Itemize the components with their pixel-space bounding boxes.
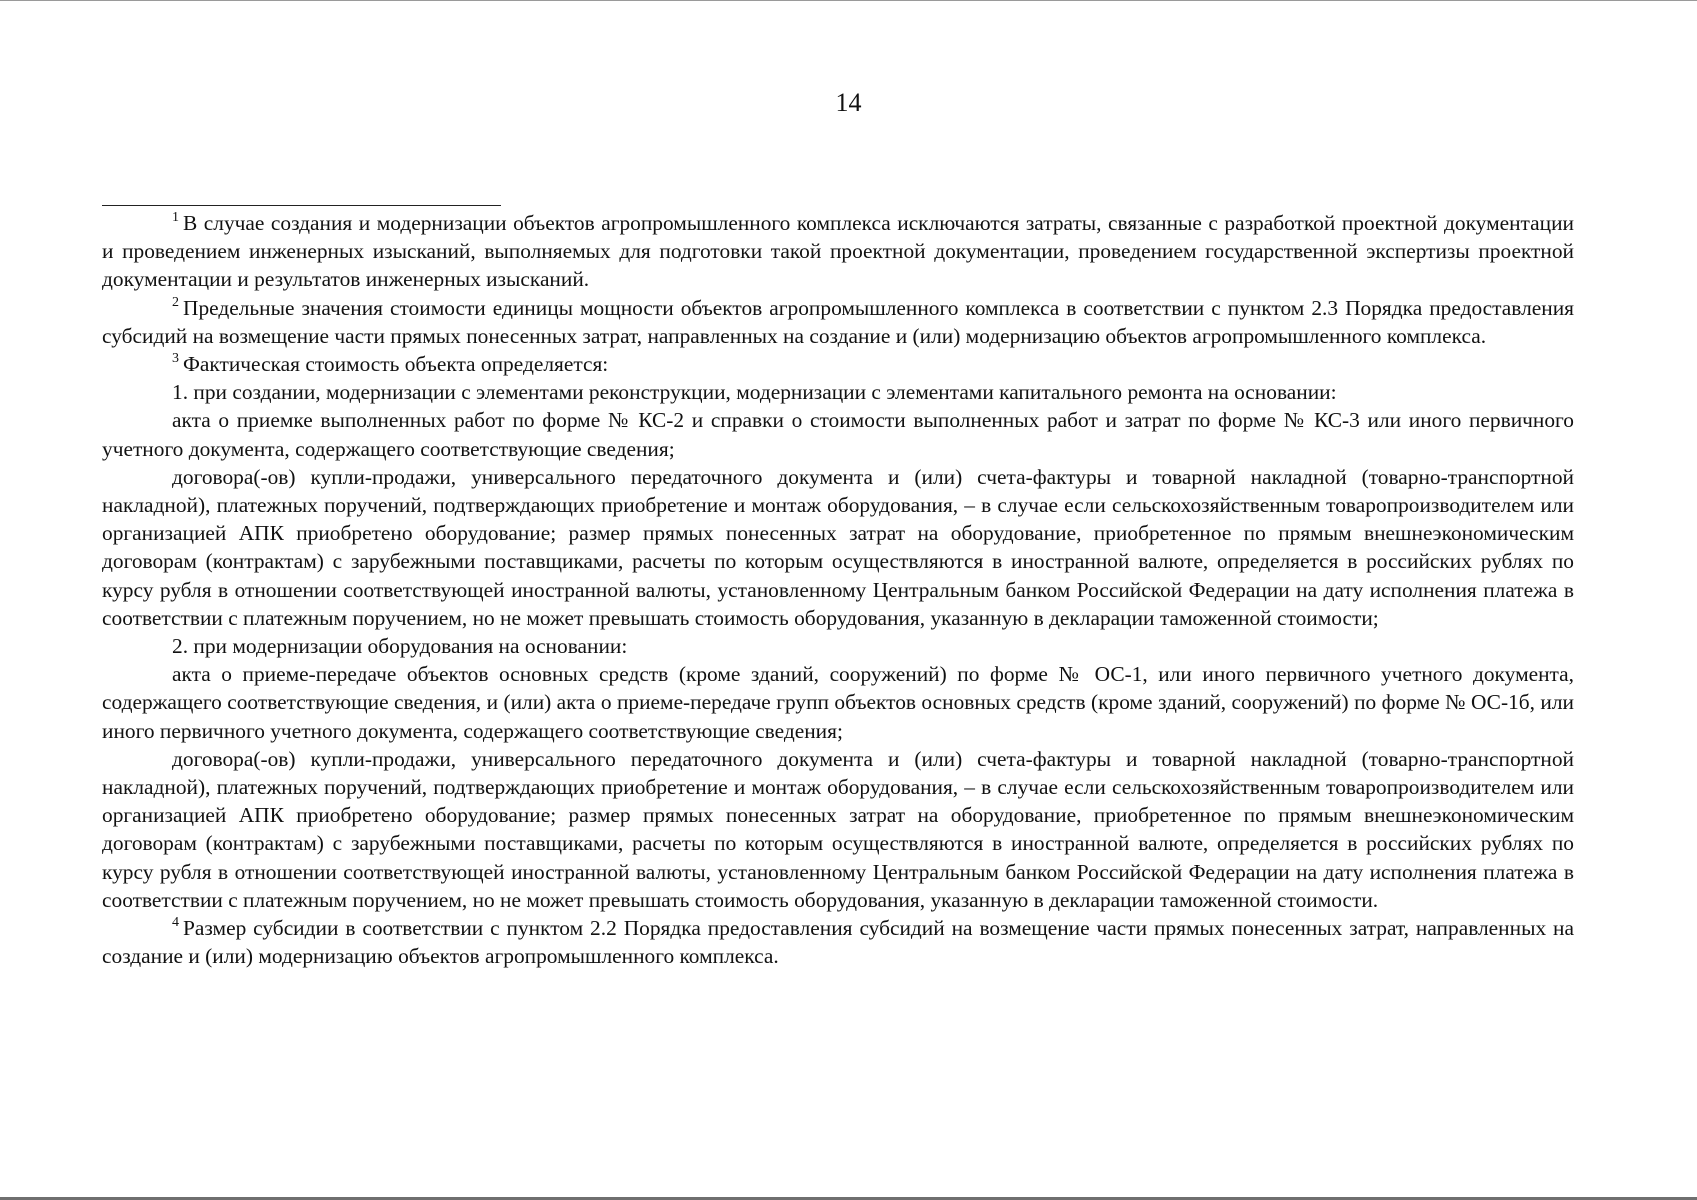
footnote-1-mark: 1 [172,210,179,225]
footnote-3-item-1-text: 1. при создании, модернизации с элементами реконструкции, модернизации с элементами капитального ремонта на основании: [172,380,1337,405]
footnote-2-text: Предельные значения стоимости единицы мощности объектов агропромышленного комплекса в соответствии с пунктом 2.3 Порядка предоставления субсидий на возмещение части прямых понесенных затрат, направленных на создание и (или) модернизацию объектов агропромышленного комплекса. [102,295,1574,348]
footnote-3-item-2-contract-text: договора(-ов) купли-продажи, универсального передаточного документа и (или) счета-фактуры и товарной накладной (товарно-транспортной накладной), платежных поручений, подтверждающих приобретение и монтаж оборудования, – в случае если сельскохозяйственным товаропроизводителем или организацией АПК приобретено оборудование; размер прямых понесенных затрат на оборудование, приобретенное по прямым внешнеэкономическим договорам (контрактам) с зарубежными поставщиками, расчеты по которым осуществляются в иностранной валюте, определяется в российских рублях по курсу рубля в отношении соответствующей иностранной валюты, установленному Центральным банком Российской Федерации на дату исполнения платежа в соответствии с платежным поручением, но не может превышать стоимость оборудования, указанную в декларации таможенной стоимости. [102,746,1574,912]
scan-edge-top [0,0,1697,1]
footnote-3-item-2-act-text: акта о приеме-передаче объектов основных средств (кроме зданий, сооружений) по форме № ОС-1, или иного первичного учетного документа, содержащего соответствующие сведения, и (или) акта о приеме-передаче групп объектов основных средств (кроме зданий, сооружений) по форме № ОС-1б, или иного первичного учетного документа, содержащего соответствующие сведения; [102,662,1574,743]
page-number: 14 [835,88,862,117]
footnote-3-text: Фактическая стоимость объекта определяется: [183,352,609,377]
footnote-3-item-1-act [102,406,1574,462]
footnote-2 [102,294,1574,350]
footnotes-block [102,209,1574,970]
footnote-3-item-2-act [102,660,1574,745]
footnote-1-text: В случае создания и модернизации объектов агропромышленного комплекса исключаются затраты, связанные с разработкой проектной документации и проведением инженерных изысканий, выполняемых для подготовки такой проектной документации, проведением государственной экспертизы проектной документации и результатов инженерных изысканий. [102,211,1574,292]
footnote-separator [102,205,501,206]
footnote-3 [102,350,1574,378]
footnote-3-item-2-text: 2. при модернизации оборудования на основании: [172,634,628,659]
footnote-2-mark: 2 [172,294,179,310]
footnote-3-item-2-contract [102,745,1574,914]
footnote-3-item-1-contract [102,463,1574,632]
footnote-3-item-1 [102,378,1574,406]
footnote-4-text: Размер субсидии в соответствии с пунктом 2.2 Порядка предоставления субсидий на возмещение части прямых понесенных затрат, направленных на создание и (или) модернизацию объектов агропромышленного комплекса. [102,916,1574,969]
footnote-3-mark: 3 [172,351,179,367]
footnote-3-item-1-contract-text: договора(-ов) купли-продажи, универсального передаточного документа и (или) счета-фактуры и товарной накладной (товарно-транспортной накладной), платежных поручений, подтверждающих приобретение и монтаж оборудования, – в случае если сельскохозяйственным товаропроизводителем или организацией АПК приобретено оборудование; размер прямых понесенных затрат на оборудование, приобретенное по прямым внешнеэкономическим договорам (контрактам) с зарубежными поставщиками, расчеты по которым осуществляются в иностранной валюте, определяется в российских рублях по курсу рубля в отношении соответствующей иностранной валюты, установленному Центральным банком Российской Федерации на дату исполнения платежа в соответствии с платежным поручением, но не может превышать стоимость оборудования, указанную в декларации таможенной стоимости; [102,464,1574,630]
footnote-3-item-1-act-text: акта о приемке выполненных работ по форме № КС-2 и справки о стоимости выполненных работ и затрат по форме № КС-3 или иного первичного учетного документа, содержащего соответствующие сведения; [102,408,1574,461]
footnote-3-item-2 [102,632,1574,660]
footnote-4-mark: 4 [172,915,179,931]
footnote-4 [102,914,1574,970]
footnote-1 [102,209,1574,294]
